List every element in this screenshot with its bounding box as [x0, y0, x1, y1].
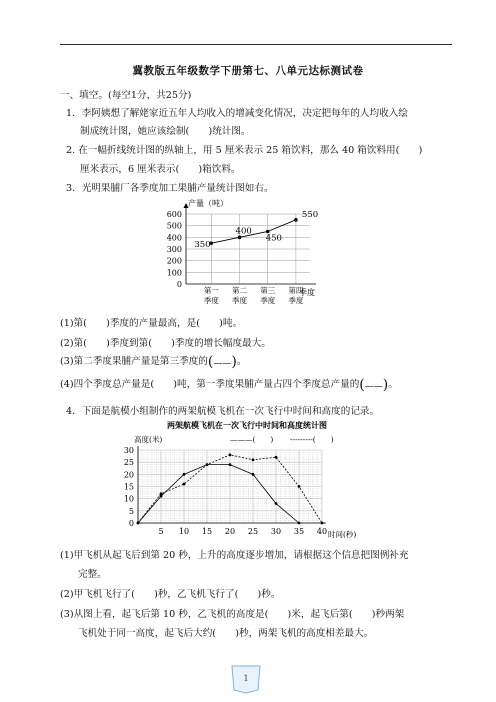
q4-sub3-line2: 飞机处于同一高度，起飞后大约( )秒，两架飞机的高度相差最大。 — [78, 628, 374, 639]
page-title: 冀教版五年级数学下册第七、八单元达标测试卷 — [132, 65, 364, 77]
chart1-xtick-label: 第四 — [288, 286, 304, 295]
chart2-point-dashed — [229, 453, 232, 456]
q4-sub1-line2: 完整。 — [78, 569, 107, 580]
q3-sub3-text: (3)第二季度果脯产量是第三季度的 — [60, 356, 208, 367]
chart1-data-label: 550 — [301, 209, 319, 220]
q4-sub2: (2)甲飞机飞行了( )秒，乙飞机飞行了( )秒。 — [60, 589, 281, 600]
chart1-xtick-label: 季度 — [232, 296, 248, 305]
chart2-ylabel: 高度(米) — [134, 435, 163, 444]
chart2-point-solid — [275, 502, 278, 505]
chart2-point-dashed — [275, 456, 278, 459]
q3-sub3 — [60, 353, 246, 370]
chart2-ytick-label: 25 — [123, 458, 134, 468]
chart1-point — [294, 218, 298, 222]
q4-line1: 4．下面是航模小组制作的两架航模飞机在一次飞行中时间和高度的记录。 — [66, 406, 380, 417]
chart1-series-line — [211, 220, 296, 243]
chart1-ytick-label: 200 — [166, 256, 182, 266]
chart2-ytick-label: 5 — [128, 506, 134, 516]
chart2-xtick-label: 30 — [270, 527, 282, 536]
chart2-xtick-label: 20 — [224, 527, 236, 536]
chart2-point-dashed — [206, 463, 209, 466]
chart1-xtick-label: 第一 — [203, 286, 219, 295]
chart1-ytick-label: 400 — [166, 233, 182, 243]
legend-dashed: ---------( ) — [290, 435, 334, 444]
chart2-point-dashed — [252, 458, 255, 461]
legend-solid: ———( ) — [230, 435, 274, 444]
chart2-ytick-label: 15 — [123, 482, 134, 492]
chart2-point-solid — [298, 522, 301, 525]
chart2-xtick-label: 40 — [316, 527, 328, 536]
chart2-ytick-label: 10 — [123, 494, 134, 504]
q3-sub4-end: 。 — [388, 379, 398, 390]
airplane-height-chart — [112, 418, 372, 540]
chart1-ytick-label: 300 — [166, 245, 182, 254]
chart2-point-dashed — [321, 522, 324, 525]
chart2-point-dashed — [183, 483, 186, 486]
chart2-xtick-label: 25 — [247, 527, 259, 536]
q3-sub4 — [60, 376, 398, 393]
chart2-xtick-label: 35 — [293, 527, 305, 536]
chart2-point-dashed — [298, 485, 301, 488]
q3-line1: 3．光明果脯厂各季度加工果脯产量统计图如右。 — [66, 183, 274, 194]
q1-line1: 1．李阿姨想了解姥家近五年人均收入的增减变化情况，决定把每年的人均收入绘 — [66, 108, 408, 119]
chart1-data-label: 350 — [194, 240, 211, 251]
chart2-point-solid — [252, 473, 255, 476]
chart1-ytick-label: 500 — [166, 221, 182, 231]
header-rule — [60, 44, 452, 45]
chart2-point-solid — [183, 473, 186, 476]
chart1-ytick-label: 100 — [166, 268, 182, 278]
section-heading: 一、填空。(每空1分，共25分) — [60, 90, 192, 101]
chart2-title: 两架航模飞机在一次飞行中时间和高度统计图 — [167, 420, 327, 430]
page-number: 1 — [243, 674, 249, 683]
production-line-chart — [150, 196, 340, 316]
chart2-xtick-label: 10 — [178, 527, 190, 536]
chart1-data-label: 400 — [235, 226, 252, 237]
fraction-blank-3: (——) — [207, 353, 237, 370]
chart1-xtick-label: 季度 — [260, 296, 276, 305]
page-number-badge — [228, 664, 264, 694]
chart1-xtick-label: 第二 — [232, 286, 248, 295]
chart2-xlabel: 时间(秒) — [328, 530, 357, 539]
q1-line2: 制成统计图，她应该绘制( )统计图。 — [80, 126, 251, 137]
q2-line1: 2. 在一幅折线统计图的纵轴上，用 5 厘米表示 25 箱饮料，那么 40 箱饮料用( ) — [66, 145, 423, 156]
chart1-ytick-label: 600 — [166, 210, 182, 219]
chart1-xlabel: 季度 — [299, 288, 315, 297]
chart2-xtick-label: 5 — [158, 527, 164, 536]
chart1-ytick-label: 0 — [176, 280, 182, 289]
chart2-point-dashed — [137, 522, 140, 525]
chart1-xtick-label: 季度 — [203, 296, 219, 305]
chart2-xtick-label: 15 — [201, 527, 213, 536]
chart1-xtick-label: 第三 — [260, 286, 276, 295]
chart2-point-solid — [229, 463, 232, 466]
fraction-blank-4: (——) — [359, 376, 389, 393]
chart2-ytick-label: 0 — [128, 519, 134, 528]
chart1-xtick-label: 季度 — [288, 296, 304, 305]
chart1-data-label: 450 — [265, 233, 282, 244]
q4-sub1-line1: (1)甲飞机从起飞后到第 20 秒，上升的高度逐步增加，请根据这个信息把图例补充 — [60, 550, 409, 561]
chart2-point-dashed — [160, 492, 163, 495]
chart1-ylabel: 产量（吨） — [188, 199, 228, 208]
q4-sub3-line1: (3)从图上看，起飞后第 10 秒，乙飞机的高度是( )米，起飞后第( )秒两架 — [60, 609, 405, 620]
q2-line2: 厘米表示，6 厘米表示( )箱饮料。 — [80, 164, 241, 175]
q3-sub2: (2)第( )季度到第( )季度的增长幅度最大。 — [60, 338, 271, 349]
chart2-ytick-label: 20 — [123, 470, 134, 480]
q3-sub3-end: 。 — [236, 356, 247, 367]
q3-sub1: (1)第( )季度的产量最高，是( )吨。 — [60, 318, 243, 329]
q3-sub4-text: (4)四个季度总产量是( )吨，第一季度果脯产量占四个季度总产量的 — [60, 379, 360, 390]
chart2-ytick-label: 30 — [123, 446, 134, 455]
